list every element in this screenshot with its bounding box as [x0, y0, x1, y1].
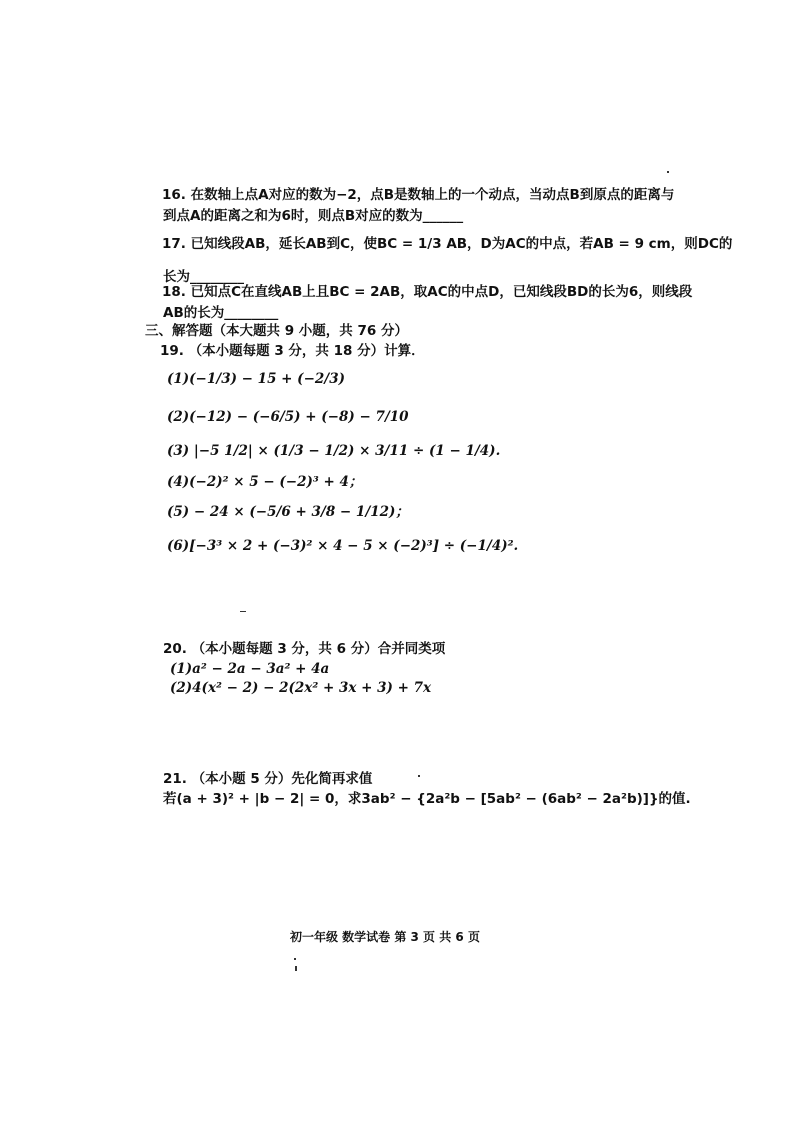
q18-line2: AB的长为________: [163, 305, 279, 321]
q16-line2: 到点A的距离之和为6时，则点B对应的数为______: [163, 208, 464, 224]
q19-title: 19. （本小题每题 3 分，共 18 分）计算．: [160, 343, 425, 359]
q20-item-2: (2)4(x² − 2) − 2(2x² + 3x + 3) + 7x: [170, 680, 432, 696]
scan-speck: [294, 958, 296, 960]
q19-item-3: (3) |−5 1/2| × (1/3 − 1/2) × 3/11 ÷ (1 − 1/4).: [167, 443, 501, 459]
q17-line1: 17. 已知线段AB，延长AB到C，使BC = 1/3 AB，D为AC的中点，若AB = 9 cm，则DC的: [162, 236, 733, 252]
q21-body: 若(a + 3)² + |b − 2| = 0，求3ab² − {2a²b − [5ab² − (6ab² − 2a²b)]}的值.: [163, 791, 691, 807]
q21-title: 21. （本小题 5 分）先化简再求值: [163, 771, 373, 787]
q17-line2: 长为________: [163, 269, 244, 285]
q19-item-4: (4)(−2)² × 5 − (−2)³ + 4；: [167, 474, 363, 490]
scan-speck: [418, 775, 420, 777]
q19-item-5: (5) − 24 × (−5/6 + 3/8 − 1/12)；: [167, 504, 409, 520]
q19-item-2: (2)(−12) − (−6/5) + (−8) − 7/10: [167, 409, 409, 425]
q18-line1: 18. 已知点C在直线AB上且BC = 2AB，取AC的中点D，已知线段BD的长为6，则线段: [162, 284, 693, 300]
page-footer: 初一年级 数学试卷 第 3 页 共 6 页: [290, 930, 480, 944]
q20-item-1: (1)a² − 2a − 3a² + 4a: [170, 661, 330, 677]
q19-item-6: (6)[−3³ × 2 + (−3)² × 4 − 5 × (−2)³] ÷ (−1/4)².: [167, 538, 519, 554]
q19-item-1: (1)(−1/3) − 15 + (−2/3): [167, 371, 345, 387]
scan-speck: [667, 171, 669, 173]
scan-speck: [295, 966, 297, 971]
section3-title: 三、解答题（本大题共 9 小题，共 76 分）: [145, 323, 408, 339]
q20-title: 20. （本小题每题 3 分，共 6 分）合并同类项: [163, 641, 446, 657]
q16-line1: 16. 在数轴上点A对应的数为−2，点B是数轴上的一个动点，当动点B到原点的距离与: [162, 187, 675, 203]
scan-speck: [240, 611, 246, 612]
